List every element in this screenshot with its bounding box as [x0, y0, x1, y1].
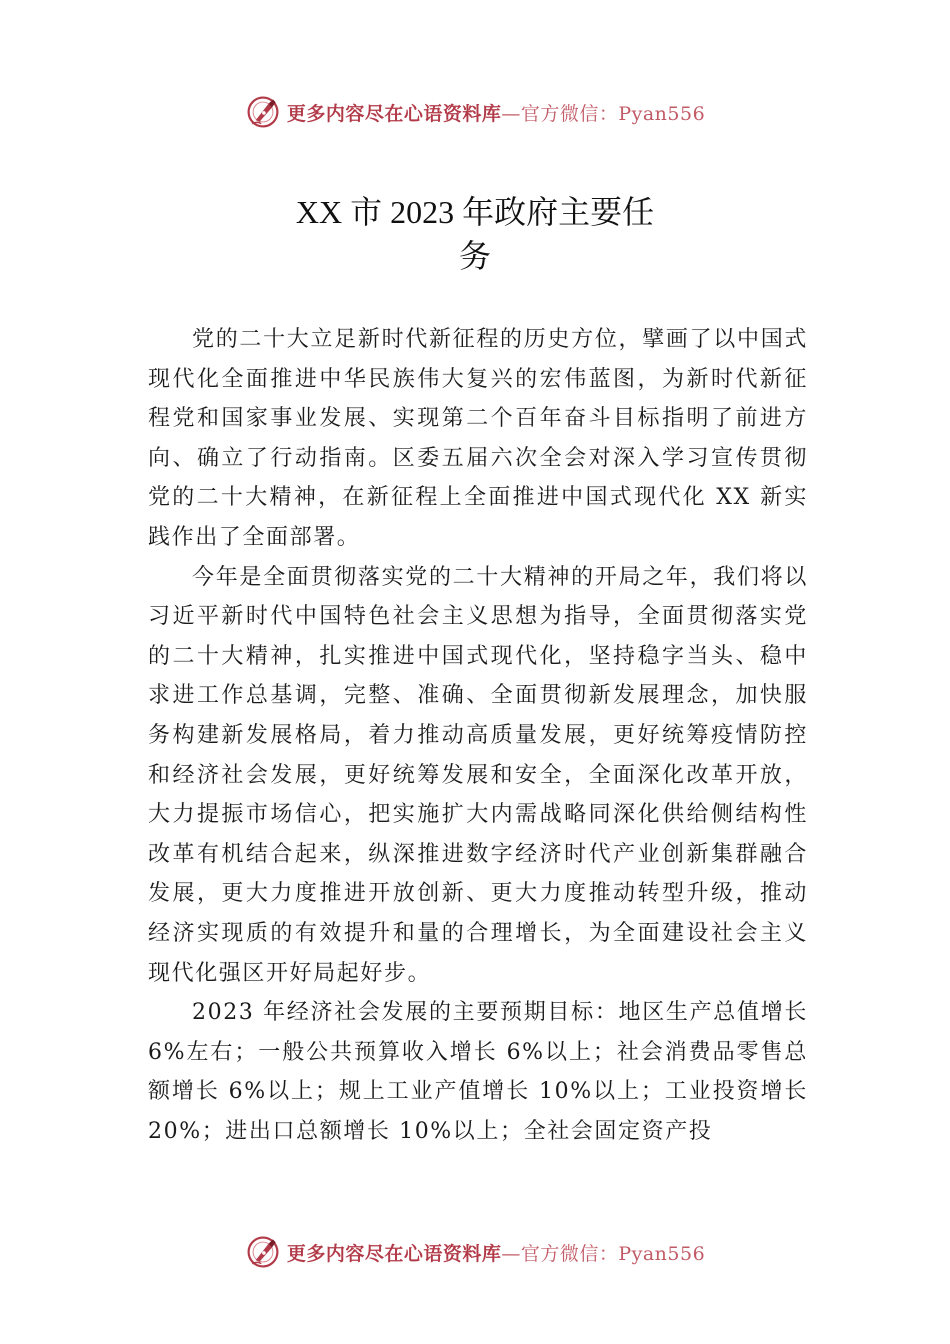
header-banner [0, 92, 950, 132]
banner-wechat-text: —官方微信：Pyan556 [501, 1242, 706, 1265]
pen-nib-logo-icon [245, 1234, 281, 1270]
banner-text [287, 99, 705, 126]
pen-nib-logo-icon [245, 94, 281, 130]
title-line-2: 务 [458, 238, 491, 274]
paragraph-3: 2023 年经济社会发展的主要预期目标：地区生产总值增长 6%左右；一般公共预算收入增长 6%以上；社会消费品零售总额增长 6%以上；规上工业产值增长 10%以上；工业投资增长 20%；进出口总额增长 10%以上；全社会固定资产投 [148, 1000, 808, 1144]
banner-bold-text: 更多内容尽在心语资料库 [286, 102, 502, 125]
title-line-1: XX 市 2023 年政府主要任 [295, 194, 655, 230]
banner-wechat-text: —官方微信：Pyan556 [501, 102, 706, 125]
banner-bold-text: 更多内容尽在心语资料库 [286, 1242, 502, 1265]
footer-banner [0, 1232, 950, 1272]
paragraph-1: 党的二十大立足新时代新征程的历史方位，擘画了以中国式现代化全面推进中华民族伟大复兴的宏伟蓝图，为新时代新征程党和国家事业发展、实现第二个百年奋斗目标指明了前进方向、确立了行动指南。区委五届六次全会对深入学习宣传贯彻党的二十大精神，在新征程上全面推进中国式现代化 XX 新实践作出了全面部署。 [148, 327, 808, 550]
document-title [0, 190, 950, 278]
document-body [148, 320, 808, 1151]
banner-text [287, 1239, 705, 1266]
paragraph-2: 今年是全面贯彻落实党的二十大精神的开局之年，我们将以习近平新时代中国特色社会主义思想为指导，全面贯彻落实党的二十大精神，扎实推进中国式现代化，坚持稳字当头、稳中求进工作总基调，完整、准确、全面贯彻新发展理念，加快服务构建新发展格局，着力推动高质量发展，更好统筹疫情防控和经济社会发展，更好统筹发展和安全，全面深化改革开放，大力提振市场信心，把实施扩大内需战略同深化供给侧结构性改革有机结合起来，纵深推进数字经济时代产业创新集群融合发展，更大力度推进开放创新、更大力度推动转型升级，推动经济实现质的有效提升和量的合理增长，为全面建设社会主义现代化强区开好局起好步。 [148, 564, 808, 986]
